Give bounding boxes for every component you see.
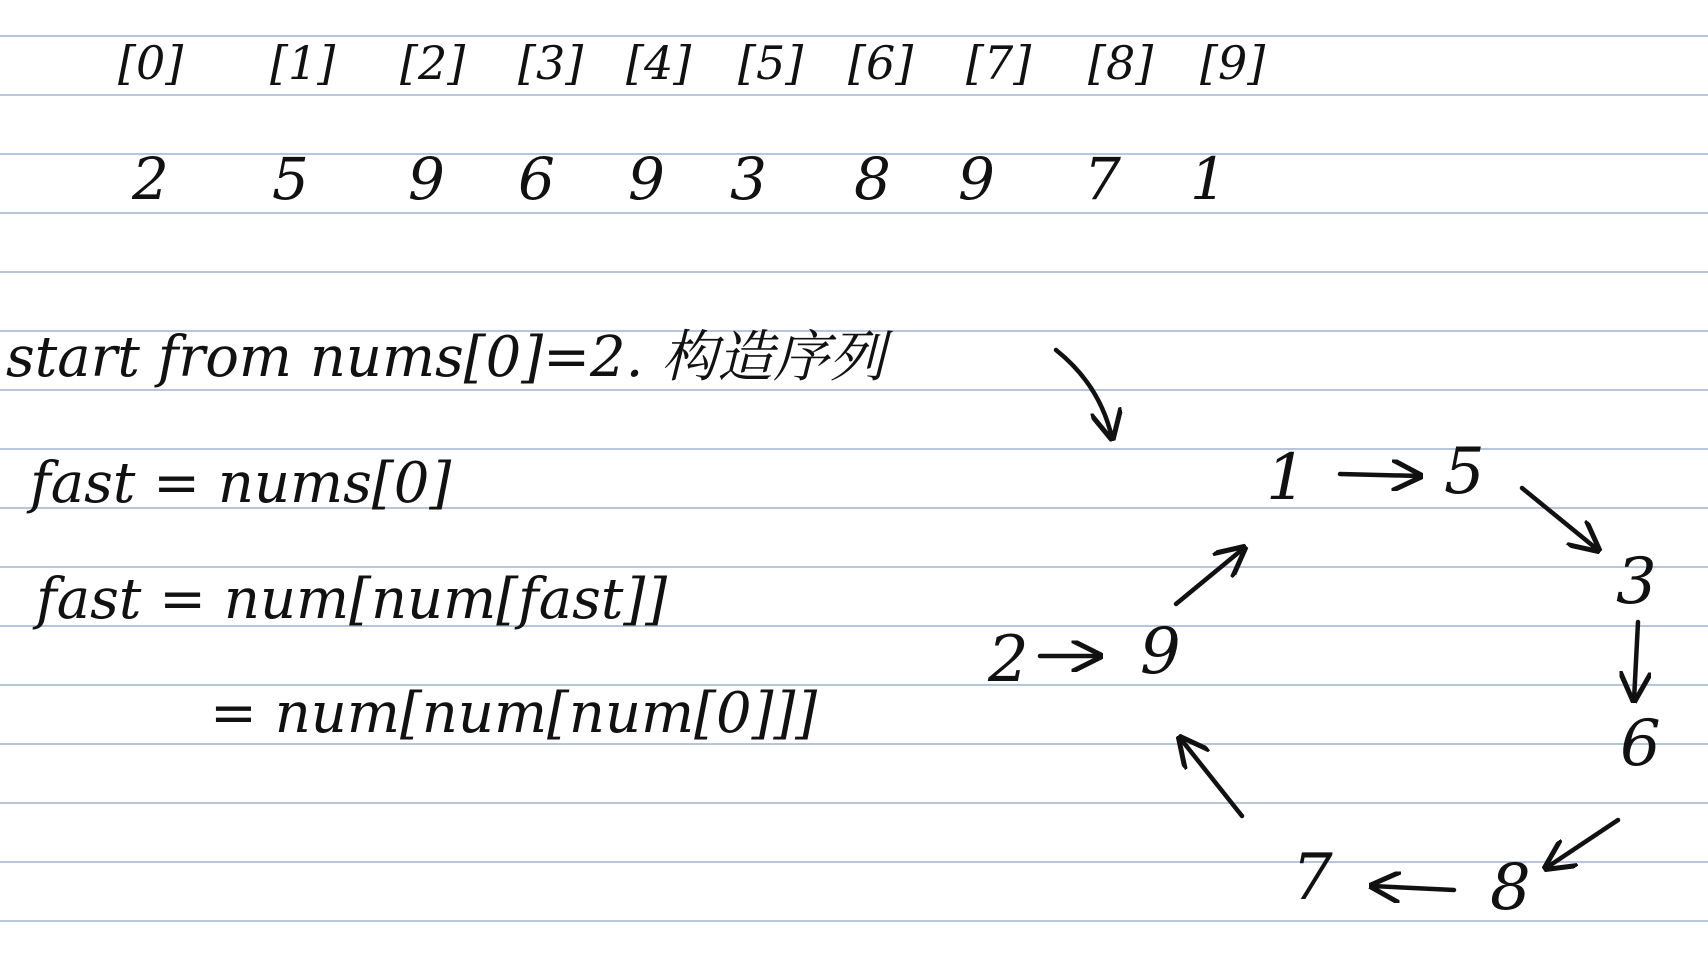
arrow-to-diagram xyxy=(1056,350,1112,438)
array-value: 9 xyxy=(628,145,665,213)
array-value: 9 xyxy=(408,145,445,213)
array-value: 5 xyxy=(272,145,309,213)
index-label: [9] xyxy=(1200,36,1266,90)
array-value: 2 xyxy=(132,145,169,213)
cycle-entry-node: 9 xyxy=(1140,615,1181,689)
arrow-9-to-1 xyxy=(1176,548,1244,604)
arrow-6-to-8 xyxy=(1546,820,1618,868)
index-label: [2] xyxy=(400,36,466,90)
index-label: [8] xyxy=(1088,36,1154,90)
cycle-node: 3 xyxy=(1616,545,1657,619)
array-value: 1 xyxy=(1190,145,1227,213)
note-fast-expand: = num[num[num[0]]] xyxy=(210,681,818,746)
array-value: 7 xyxy=(1084,145,1121,213)
array-value: 8 xyxy=(854,145,891,213)
index-label: [3] xyxy=(518,36,584,90)
cycle-node: 5 xyxy=(1444,435,1485,509)
arrow-7-to-9 xyxy=(1180,738,1242,816)
cycle-node: 1 xyxy=(1266,441,1307,515)
note-fast-step: fast = num[num[fast]] xyxy=(36,567,668,632)
index-label: [4] xyxy=(626,36,692,90)
cycle-start-node: 2 xyxy=(988,623,1029,697)
note-start-from: start from nums[0]=2. 构造序列 xyxy=(6,325,886,390)
arrow-8-to-7 xyxy=(1372,886,1454,890)
index-label: [5] xyxy=(738,36,804,90)
arrow-3-to-6 xyxy=(1634,622,1638,700)
index-label: [1] xyxy=(270,36,336,90)
array-value: 6 xyxy=(518,145,555,213)
array-value: 9 xyxy=(958,145,995,213)
index-label: [0] xyxy=(118,36,184,90)
note-fast-init: fast = nums[0] xyxy=(30,451,452,516)
cycle-node: 7 xyxy=(1292,841,1333,915)
arrow-5-to-3 xyxy=(1522,488,1598,550)
index-label: [6] xyxy=(848,36,914,90)
arrow-1-to-5 xyxy=(1340,474,1420,476)
array-value: 3 xyxy=(730,145,767,213)
cycle-node: 6 xyxy=(1620,707,1661,781)
cycle-node: 8 xyxy=(1490,851,1531,925)
index-label: [7] xyxy=(966,36,1032,90)
